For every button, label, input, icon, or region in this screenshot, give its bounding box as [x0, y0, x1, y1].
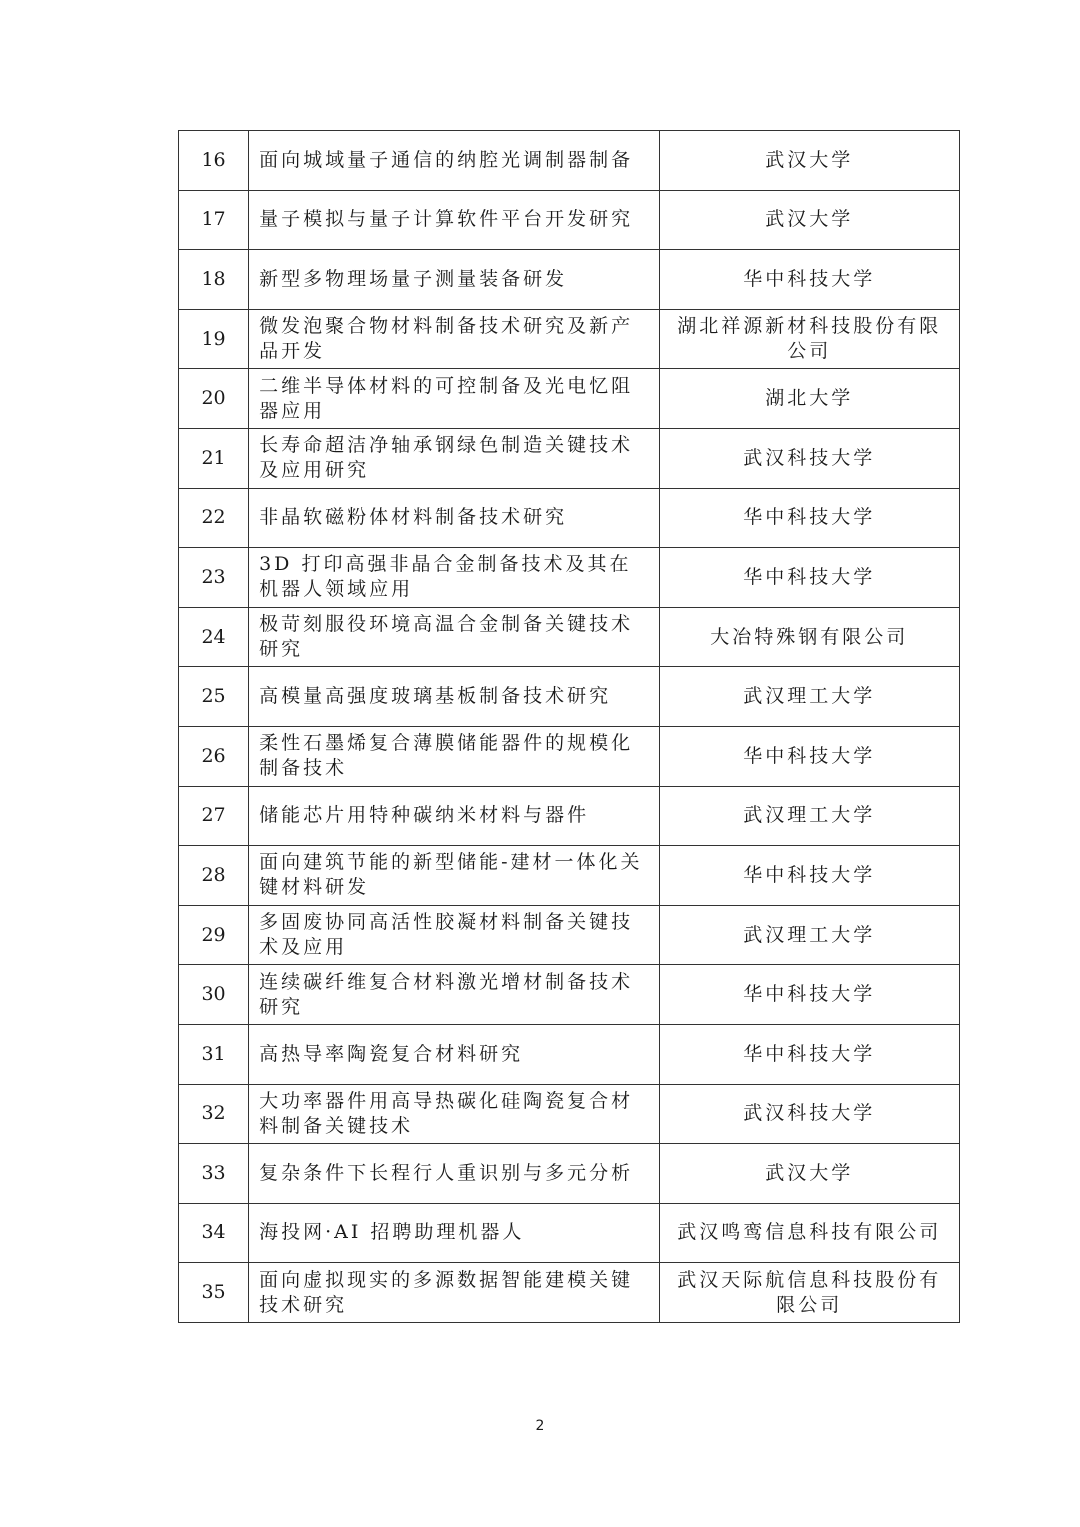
project-name: 极苛刻服役环境高温合金制备关键技术研究 [249, 607, 660, 667]
row-number: 26 [179, 726, 249, 786]
table-row [179, 667, 960, 727]
project-name: 二维半导体材料的可控制备及光电忆阻器应用 [249, 369, 660, 429]
row-number: 19 [179, 309, 249, 369]
table-row [179, 846, 960, 906]
project-name: 面向城域量子通信的纳腔光调制器制备 [249, 131, 660, 191]
project-name: 连续碳纤维复合材料激光增材制备技术研究 [249, 965, 660, 1025]
table-row [179, 1203, 960, 1263]
row-number: 17 [179, 190, 249, 250]
project-name: 面向虚拟现实的多源数据智能建模关键技术研究 [249, 1263, 660, 1323]
row-number: 16 [179, 131, 249, 191]
responsible-unit: 武汉理工大学 [659, 667, 959, 727]
table-row [179, 1144, 960, 1204]
row-number: 20 [179, 369, 249, 429]
table-row [179, 1024, 960, 1084]
responsible-unit: 武汉大学 [659, 131, 959, 191]
project-name: 柔性石墨烯复合薄膜储能器件的规模化制备技术 [249, 726, 660, 786]
table-row [179, 607, 960, 667]
table-row [179, 131, 960, 191]
row-number: 24 [179, 607, 249, 667]
project-table [178, 130, 960, 1323]
responsible-unit: 湖北大学 [659, 369, 959, 429]
table-row [179, 369, 960, 429]
row-number: 33 [179, 1144, 249, 1204]
table-row [179, 250, 960, 310]
row-number: 32 [179, 1084, 249, 1144]
row-number: 21 [179, 428, 249, 488]
project-name: 高热导率陶瓷复合材料研究 [249, 1024, 660, 1084]
project-name: 新型多物理场量子测量装备研发 [249, 250, 660, 310]
row-number: 34 [179, 1203, 249, 1263]
project-name: 微发泡聚合物材料制备技术研究及新产品开发 [249, 309, 660, 369]
table-row [179, 1084, 960, 1144]
row-number: 27 [179, 786, 249, 846]
project-table-body [179, 131, 960, 1323]
table-row [179, 309, 960, 369]
project-name: 大功率器件用高导热碳化硅陶瓷复合材料制备关键技术 [249, 1084, 660, 1144]
project-name: 非晶软磁粉体材料制备技术研究 [249, 488, 660, 548]
project-name: 量子模拟与量子计算软件平台开发研究 [249, 190, 660, 250]
table-row [179, 488, 960, 548]
project-name: 储能芯片用特种碳纳米材料与器件 [249, 786, 660, 846]
responsible-unit: 华中科技大学 [659, 548, 959, 608]
responsible-unit: 武汉科技大学 [659, 1084, 959, 1144]
responsible-unit: 华中科技大学 [659, 965, 959, 1025]
responsible-unit: 华中科技大学 [659, 488, 959, 548]
responsible-unit: 武汉理工大学 [659, 905, 959, 965]
project-name: 高模量高强度玻璃基板制备技术研究 [249, 667, 660, 727]
project-name: 多固废协同高活性胶凝材料制备关键技术及应用 [249, 905, 660, 965]
responsible-unit: 武汉大学 [659, 190, 959, 250]
table-row [179, 786, 960, 846]
responsible-unit: 武汉科技大学 [659, 428, 959, 488]
responsible-unit: 华中科技大学 [659, 846, 959, 906]
project-name: 3D 打印高强非晶合金制备技术及其在机器人领域应用 [249, 548, 660, 608]
table-row [179, 905, 960, 965]
project-name: 海投网·AI 招聘助理机器人 [249, 1203, 660, 1263]
responsible-unit: 湖北祥源新材科技股份有限公司 [659, 309, 959, 369]
table-row [179, 428, 960, 488]
responsible-unit: 华中科技大学 [659, 726, 959, 786]
responsible-unit: 武汉鸣鸾信息科技有限公司 [659, 1203, 959, 1263]
project-name: 复杂条件下长程行人重识别与多元分析 [249, 1144, 660, 1204]
row-number: 31 [179, 1024, 249, 1084]
page-number: 2 [535, 1418, 545, 1434]
responsible-unit: 武汉理工大学 [659, 786, 959, 846]
row-number: 23 [179, 548, 249, 608]
row-number: 29 [179, 905, 249, 965]
table-row [179, 190, 960, 250]
table-row [179, 726, 960, 786]
project-name: 长寿命超洁净轴承钢绿色制造关键技术及应用研究 [249, 428, 660, 488]
responsible-unit: 华中科技大学 [659, 1024, 959, 1084]
responsible-unit: 华中科技大学 [659, 250, 959, 310]
table-row [179, 548, 960, 608]
responsible-unit: 大冶特殊钢有限公司 [659, 607, 959, 667]
row-number: 18 [179, 250, 249, 310]
row-number: 22 [179, 488, 249, 548]
row-number: 35 [179, 1263, 249, 1323]
project-name: 面向建筑节能的新型储能-建材一体化关键材料研发 [249, 846, 660, 906]
row-number: 30 [179, 965, 249, 1025]
responsible-unit: 武汉天际航信息科技股份有限公司 [659, 1263, 959, 1323]
table-row [179, 1263, 960, 1323]
table-row [179, 965, 960, 1025]
row-number: 28 [179, 846, 249, 906]
responsible-unit: 武汉大学 [659, 1144, 959, 1204]
row-number: 25 [179, 667, 249, 727]
